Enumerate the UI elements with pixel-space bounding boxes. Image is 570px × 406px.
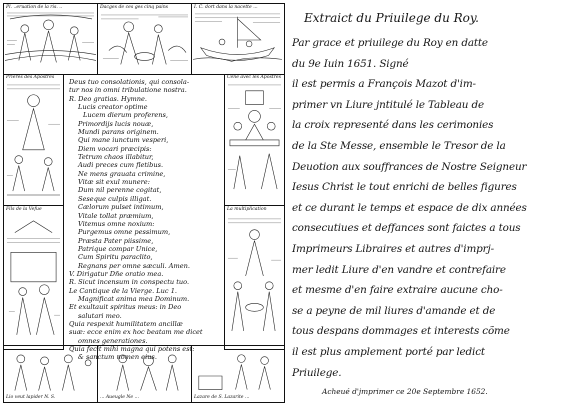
right-lower-engraving [224, 206, 284, 350]
engraving-scene [99, 11, 190, 66]
engraving-scene [193, 11, 282, 65]
privilege-line: et mesme d'en faire extraire aucune cho- [292, 284, 503, 297]
engraving-panel [192, 346, 283, 402]
top-engraving-strip [4, 4, 284, 75]
engraving-scene [5, 11, 96, 66]
hymn-line: Quia fecit mihi magna qui potens est: [69, 345, 195, 353]
panel-caption: Dacges de ces ges cinq pains [100, 5, 169, 10]
hymn-line: suæ: ecce enim ex hoc beatam me dicet [69, 328, 203, 337]
hymn-line: Cælorum pulset intimum, [78, 203, 164, 212]
left-upper-engraving [4, 74, 64, 206]
privilege-line: et ce durant le temps et espace de dix années [292, 201, 527, 214]
hymn-line: Cum Spiritu paraclito, [78, 253, 153, 262]
hymn-line: Regnans per omne sæculi. Amen. [78, 261, 191, 270]
hymn-line: Lucis creator optime [78, 103, 148, 112]
engraving-panel [4, 4, 98, 74]
panel-caption: Lio veut lapider N. S. [6, 395, 56, 400]
left-lower-engraving [4, 206, 64, 350]
privilege-line: mer ledit Liure d'en vandre et contrefaire [292, 263, 506, 276]
privilege-body [292, 33, 566, 383]
hymn-line: Purgemus omne pessimum, [78, 228, 171, 237]
hymn-line: Magnificat anima mea Dominum. [78, 294, 190, 303]
hymn-line: Seseque culpis illigat. [78, 194, 152, 203]
panel-caption: La multiplication [227, 207, 267, 212]
engraving-panel [98, 346, 192, 402]
hymn-line: Primordijs lucis nouæ, [78, 119, 154, 128]
privilege-text [292, 10, 566, 398]
engraving-scene [5, 213, 62, 341]
hymn-line: Dum nil perenne cogitat, [78, 186, 162, 195]
hymn-line: Audi preces cum fletibus. [78, 161, 164, 170]
hymn-text-block [66, 76, 222, 362]
privilege-line: la croix representé dans les cerimonies [292, 119, 494, 132]
completion-date-line: Acheué d'jmprimer ce 20e Septembre 1652. [322, 387, 488, 397]
panel-caption: Lazare de S. Lazarite ... [194, 395, 250, 400]
hymn-line: Patrique compar Unice, [78, 244, 158, 253]
hymn-line: V. Dirigatur Dñe oratio mea. [69, 269, 164, 278]
engraving-panel [192, 4, 283, 74]
engraved-plate [3, 3, 285, 403]
hymn-line: Qui mane iunctum vesperi, [78, 136, 169, 145]
privilege-line: de la Ste Messe, ensemble le Tresor de la [292, 139, 506, 152]
privilege-line: du 9e Iuin 1651. Signé [292, 57, 409, 70]
hymn-line: Tetrum chaos illabitur, [78, 153, 154, 162]
privilege-line: consecutiues et deffances sont faictes a tous [292, 222, 521, 235]
hymn-line: Quia respexit humilitatem ancillæ [69, 319, 183, 328]
engraving-scene [226, 81, 283, 197]
privilege-line: il est plus amplement porté par ledict [292, 345, 485, 358]
hymn-line: Ne mens grauata crimine, [78, 169, 166, 178]
panel-caption: I. C. dort dans la nacette ... [194, 5, 258, 10]
privilege-line: tous despans dommages et interests cõme [292, 325, 510, 338]
privilege-line: Deuotion aux souffrances de Nostre Seigneur [292, 160, 527, 173]
privilege-line: il est permis a François Mazot d'im- [292, 78, 476, 91]
hymn-line: R. Deo gratias. Hymne. [69, 94, 147, 103]
privilege-line: Iesus Christ le tout enrichi de belles figures [292, 181, 517, 194]
engraving-scene [5, 347, 96, 393]
hymn-line: R. Sicut incensum in conspectu tuo. [69, 278, 190, 287]
privilege-title: Extraict du Priuilege du Roy. [304, 11, 479, 25]
privilege-line: Imprimeurs Libraires et autres d'imprj- [292, 242, 494, 255]
hymn-line: & sanctum nomen eius. [78, 353, 157, 362]
panel-caption: ... Aueugle Ne ... [100, 395, 139, 400]
engraving-scene [99, 347, 190, 393]
engraving-scene [5, 81, 62, 197]
bottom-engraving-strip [4, 345, 284, 402]
privilege-line: se a peyne de mil liures d'amande et de [292, 304, 496, 317]
hymn-line: Vitemus omne noxium: [78, 219, 155, 228]
hymn-line: Vitale tollat præmium, [78, 211, 154, 220]
engraving-panel [98, 4, 192, 74]
engraving-scene [193, 347, 282, 392]
hymn-line: Præsta Pater piissime, [78, 236, 154, 245]
engraving-scene [226, 213, 283, 341]
privilege-line: primer vn Liure jntitulé le Tableau de [292, 98, 484, 111]
panel-caption: Cene avec les Apostres [227, 75, 281, 80]
hymn-line: tur nos in omni tribulatione nostra. [69, 86, 187, 95]
engraving-panel [4, 346, 98, 402]
hymn-line: Vitæ sit exul munere: [78, 178, 150, 187]
hymn-line: omnes generationes. [78, 336, 148, 345]
panel-caption: Fils de la Vefue [6, 207, 42, 212]
hymn-line: salutari meo. [78, 311, 122, 320]
privilege-line: Par grace et priuilege du Roy en datte [292, 37, 488, 49]
panel-caption: Prieres des Apostres [6, 75, 55, 80]
hymn-line: Diem vocari præcipis: [78, 144, 152, 153]
right-upper-engraving [224, 74, 284, 206]
hymn-line: Et exultauit spiritus meus: in Deo [69, 303, 182, 312]
panel-caption: Pl. ..eruation de la ris. .. [6, 5, 63, 10]
privilege-line: Priuilege. [292, 366, 342, 379]
hymn-line: Mundi parans originem. [78, 128, 159, 137]
hymn-line: Le Cantique de la Vierge. Luc 1. [69, 286, 178, 295]
hymn-line: Lucem dierum proferens, [83, 111, 169, 120]
hymn-line: Deus tuo consolationis, qui consola- [69, 78, 190, 86]
